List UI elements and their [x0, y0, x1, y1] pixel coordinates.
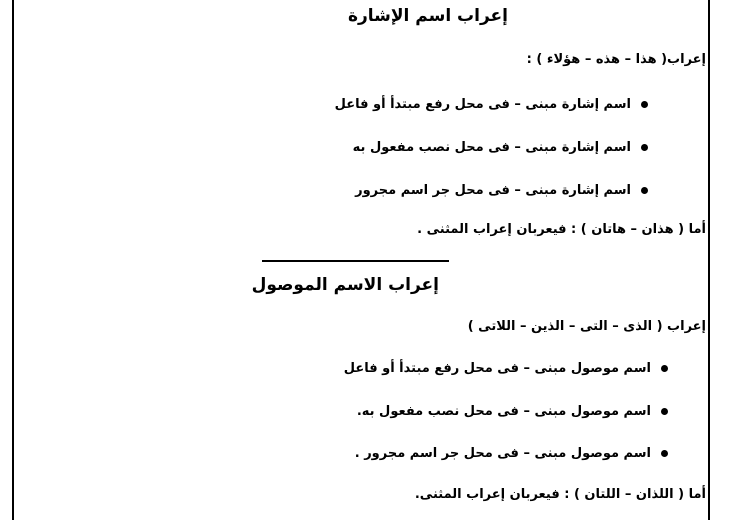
bullet-dot-icon — [641, 187, 648, 194]
section-divider — [262, 260, 449, 262]
bullet-item — [357, 404, 668, 419]
bullet-dot-icon — [661, 450, 668, 457]
bullet-text: اسم موصول مبنى – فى محل جر اسم مجرور . — [354, 446, 651, 461]
document-content — [14, 0, 708, 520]
bullet-text: اسم موصول مبنى – فى محل نصب مفعول به. — [356, 404, 651, 419]
bullet-dot-icon — [641, 101, 648, 108]
page-border-right — [708, 0, 710, 520]
bullet-item — [344, 361, 668, 376]
bullet-text: اسم إشارة مبنى – فى محل جر اسم مجرور — [355, 183, 631, 198]
bullet-text: اسم موصول مبنى – فى محل رفع مبتدأ أو فاعل — [343, 361, 651, 376]
section-title-demonstrative: إعراب اسم الإشارة — [347, 6, 508, 26]
bullet-dot-icon — [661, 365, 668, 372]
bullet-dot-icon — [641, 144, 648, 151]
bullet-text: اسم إشارة مبنى – فى محل رفع مبتدأ أو فاعل — [334, 97, 631, 112]
section-title-relative: إعراب الاسم الموصول — [251, 275, 439, 295]
bullet-text: اسم إشارة مبنى – فى محل نصب مفعول به — [352, 140, 631, 155]
note-relative-dual: أما ( اللذان – اللتان ) : فيعربان إعراب المثنى. — [414, 487, 706, 502]
bullet-item — [335, 97, 648, 112]
bullet-item — [353, 140, 648, 155]
note-demonstrative-dual: أما ( هذان – هاتان ) : فيعربان إعراب المثنى . — [417, 222, 706, 237]
intro-relative: إعراب ( الذى – التى – الذين – اللاتى ) — [467, 319, 706, 334]
bullet-item — [355, 446, 668, 461]
intro-demonstrative: إعراب( هذا – هذه – هؤلاء ) : — [526, 52, 706, 67]
bullet-item — [355, 183, 648, 198]
bullet-dot-icon — [661, 408, 668, 415]
